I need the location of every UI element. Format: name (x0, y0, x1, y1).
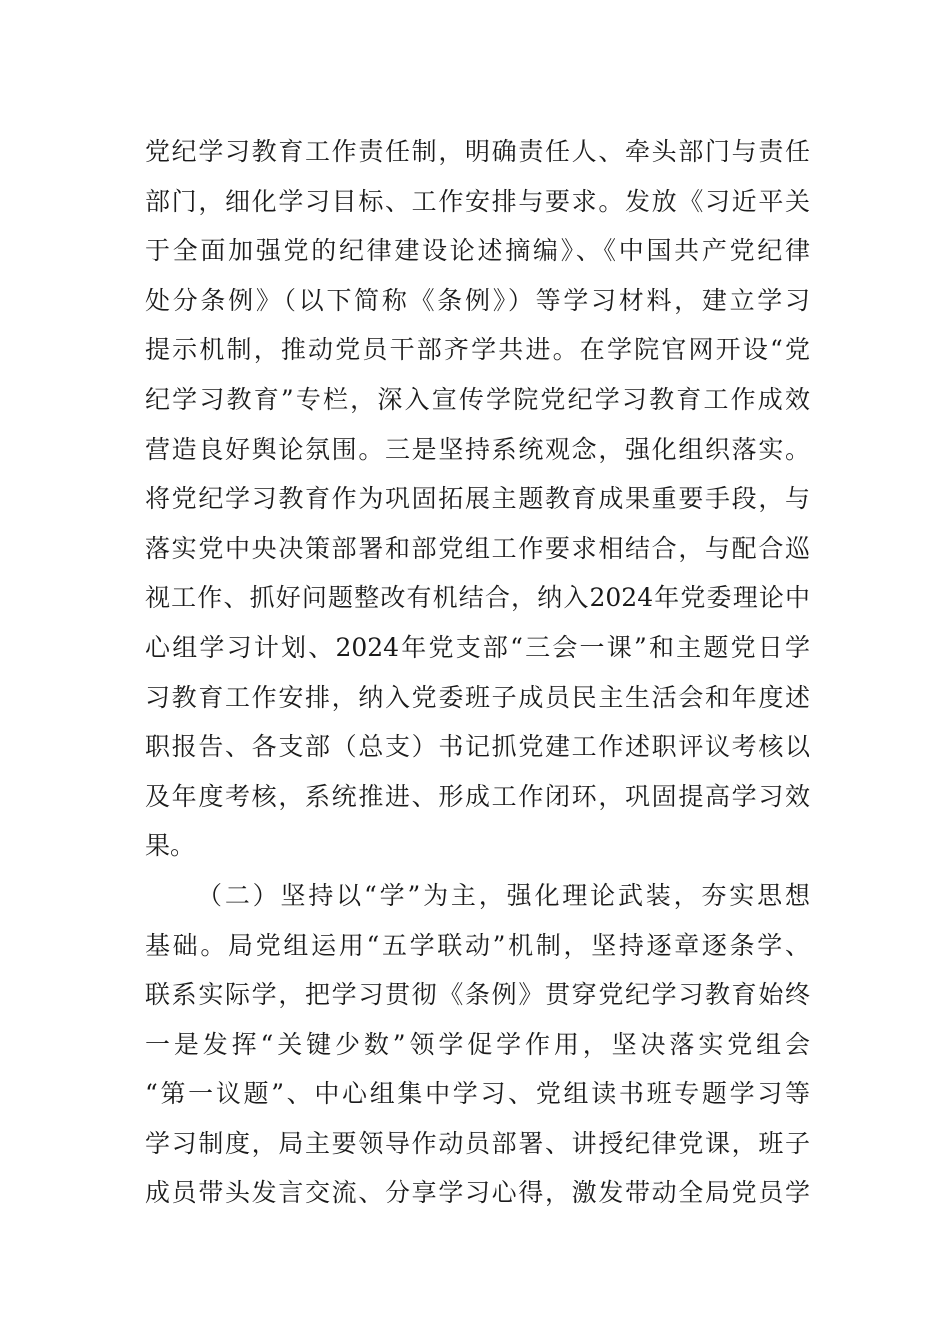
text-line: 部门，细化学习目标、工作安排与要求。发放《习近平关 (145, 186, 810, 216)
text-line: 学习制度，局主要领导作动员部署、讲授纪律党课，班子 (145, 1128, 810, 1158)
text-line: 成员带头发言交流、分享学习心得，激发带动全局党员学 (145, 1178, 810, 1208)
text-line: 营造良好舆论氛围。三是坚持系统观念，强化组织落实。 (145, 434, 810, 464)
body-text (145, 127, 810, 1218)
section-heading-line: （二）坚持以“学”为主，强化理论武装，夯实思想 (197, 880, 810, 910)
text-line: 视工作、抓好问题整改有机结合，纳入2024年党委理论中 (145, 583, 810, 613)
text-line: 习教育工作安排，纳入党委班子成员民主生活会和年度述 (145, 682, 810, 712)
text-line: 党纪学习教育工作责任制，明确责任人、牵头部门与责任 (145, 137, 810, 166)
text-line: 于全面加强党的纪律建设论述摘编》、《中国共产党纪律 (145, 236, 810, 266)
text-line: 联系实际学，把学习贯彻《条例》贯穿党纪学习教育始终 (145, 980, 810, 1010)
text-line: 提示机制，推动党员干部齐学共进。在学院官网开设“党 (145, 335, 810, 365)
text-line: 落实党中央决策部署和部党组工作要求相结合，与配合巡 (145, 533, 810, 563)
text-line: 一是发挥“关键少数”领学促学作用，坚决落实党组会 (145, 1029, 810, 1059)
text-line: “第一议题”、中心组集中学习、党组读书班专题学习等 (145, 1079, 810, 1109)
text-line: 基础。局党组运用“五学联动”机制，坚持逐章逐条学、 (145, 930, 810, 960)
text-line: 果。 (145, 831, 196, 861)
text-line: 职报告、各支部（总支）书记抓党建工作述职评议考核以 (145, 732, 810, 762)
text-line: 处分条例》（以下简称《条例》）等学习材料，建立学习 (145, 285, 810, 315)
text-line: 将党纪学习教育作为巩固拓展主题教育成果重要手段，与 (145, 484, 810, 514)
text-line: 纪学习教育”专栏，深入宣传学院党纪学习教育工作成效 (145, 384, 810, 414)
text-line: 及年度考核，系统推进、形成工作闭环，巩固提高学习效 (145, 781, 810, 811)
text-line: 心组学习计划、2024年党支部“三会一课”和主题党日学 (145, 632, 810, 662)
